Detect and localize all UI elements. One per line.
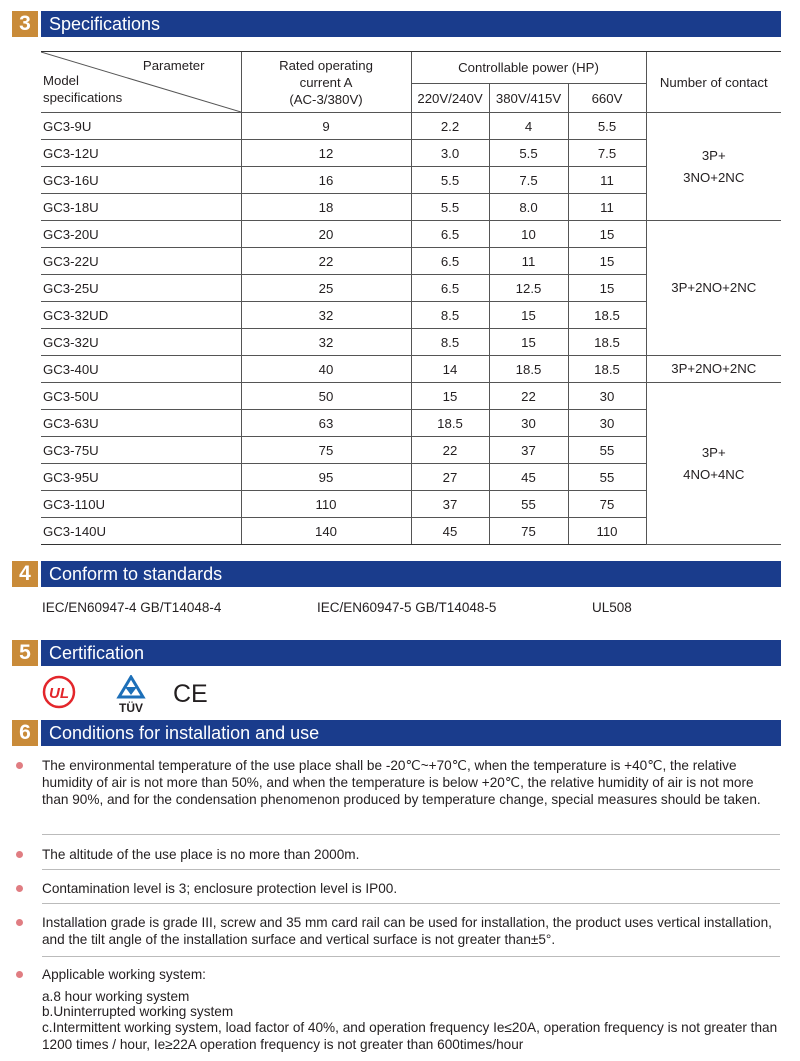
cell-power-220: 45 xyxy=(411,518,489,545)
section-header-specifications xyxy=(12,11,781,37)
header-rated-line2: current A xyxy=(299,74,353,90)
cell-power-380: 22 xyxy=(489,383,568,410)
cell-power-380: 18.5 xyxy=(489,356,568,383)
header-parameter: Parameter xyxy=(142,58,205,73)
condition-installation-grade xyxy=(42,914,780,948)
cell-current: 50 xyxy=(241,383,411,410)
specifications-table xyxy=(41,51,781,545)
bullet-icon xyxy=(16,762,23,769)
divider xyxy=(42,956,780,957)
cell-contact-group: 3P+2NO+2NC xyxy=(646,221,781,356)
cell-current: 25 xyxy=(241,275,411,302)
cell-power-660: 11 xyxy=(568,194,646,221)
cell-power-380: 45 xyxy=(489,464,568,491)
table-row xyxy=(41,383,781,410)
section-number: 6 xyxy=(12,720,38,746)
cell-power-220: 18.5 xyxy=(411,410,489,437)
section-title: Specifications xyxy=(41,11,781,37)
contact-line: 3NO+2NC xyxy=(683,169,745,185)
bullet-icon xyxy=(16,919,23,926)
svg-text:UL: UL xyxy=(49,685,69,702)
cell-model: GC3-50U xyxy=(41,383,241,410)
cell-current: 12 xyxy=(241,140,411,167)
contact-line: 4NO+4NC xyxy=(683,466,745,482)
cell-power-380: 10 xyxy=(489,221,568,248)
header-rated-current xyxy=(241,52,411,113)
cell-power-220: 37 xyxy=(411,491,489,518)
cell-power-380: 15 xyxy=(489,302,568,329)
divider xyxy=(42,834,780,835)
standard-ul508: UL508 xyxy=(592,600,632,615)
header-controllable-power: Controllable power (HP) xyxy=(411,52,646,84)
header-number-of-contact: Number of contact xyxy=(646,52,781,113)
cell-model: GC3-140U xyxy=(41,518,241,545)
working-system-c: c.Intermittent working system, load factor of 40%, and operation frequency Ie≤20A, operation frequency is not greater than 1200 times / hour, Ie≥22A operation frequency is not greater than 600times/hour xyxy=(42,1020,778,1052)
cell-power-220: 6.5 xyxy=(411,275,489,302)
cell-power-220: 2.2 xyxy=(411,113,489,140)
cell-model: GC3-18U xyxy=(41,194,241,221)
working-system-b: b.Uninterrupted working system xyxy=(42,1004,234,1019)
cell-power-220: 22 xyxy=(411,437,489,464)
cell-current: 75 xyxy=(241,437,411,464)
working-system-a: a.8 hour working system xyxy=(42,989,190,1004)
cell-power-220: 27 xyxy=(411,464,489,491)
cell-current: 40 xyxy=(241,356,411,383)
cell-model: GC3-32U xyxy=(41,329,241,356)
bullet-icon xyxy=(16,885,23,892)
cell-power-660: 5.5 xyxy=(568,113,646,140)
contact-line: 3P+ xyxy=(701,147,726,163)
cell-power-220: 6.5 xyxy=(411,221,489,248)
cell-model: GC3-40U xyxy=(41,356,241,383)
cell-power-660: 15 xyxy=(568,275,646,302)
cell-power-380: 30 xyxy=(489,410,568,437)
cell-power-660: 18.5 xyxy=(568,329,646,356)
cell-power-220: 8.5 xyxy=(411,302,489,329)
cell-power-380: 75 xyxy=(489,518,568,545)
cell-power-380: 12.5 xyxy=(489,275,568,302)
section-number: 5 xyxy=(12,640,38,666)
cell-power-660: 18.5 xyxy=(568,302,646,329)
cell-current: 18 xyxy=(241,194,411,221)
cell-power-660: 15 xyxy=(568,248,646,275)
cell-current: 20 xyxy=(241,221,411,248)
header-model-specifications xyxy=(43,72,122,106)
cell-current: 9 xyxy=(241,113,411,140)
condition-text: The altitude of the use place is no more than 2000m. xyxy=(42,847,360,862)
bullet-icon xyxy=(16,851,23,858)
svg-text:CE: CE xyxy=(173,680,208,707)
cell-power-220: 8.5 xyxy=(411,329,489,356)
header-voltage-220: 220V/240V xyxy=(411,84,489,113)
divider xyxy=(42,903,780,904)
cell-power-220: 15 xyxy=(411,383,489,410)
cell-current: 32 xyxy=(241,302,411,329)
cell-power-380: 15 xyxy=(489,329,568,356)
section-title: Conditions for installation and use xyxy=(41,720,781,746)
header-diagonal-cell xyxy=(41,52,241,113)
cell-current: 95 xyxy=(241,464,411,491)
cell-power-220: 3.0 xyxy=(411,140,489,167)
section-header-certification xyxy=(12,640,781,666)
table-row xyxy=(41,113,781,140)
specifications-table-body xyxy=(41,113,781,545)
header-rated-line3: (AC-3/380V) xyxy=(289,91,363,107)
cell-power-660: 110 xyxy=(568,518,646,545)
cell-contact-group xyxy=(646,113,781,221)
condition-text: Installation grade is grade III, screw and 35 mm card rail can be used for installation, the product uses vertical installation, and the tilt angle of the installation surface and vertical surface is not greater than±5°. xyxy=(42,915,772,947)
condition-text: The environmental temperature of the use place shall be -20℃~+70℃, when the temperature is +40℃, the relative humidity of air is not more than 50%, and when the temperature is below +20℃, the relative humidity of air is not more than 90%, and for the condensation phenomenon produced by temperature change, special measures should be taken. xyxy=(42,758,761,807)
cell-current: 63 xyxy=(241,410,411,437)
cell-contact-group xyxy=(646,383,781,545)
cell-power-660: 15 xyxy=(568,221,646,248)
cell-power-660: 75 xyxy=(568,491,646,518)
condition-working-system xyxy=(42,966,780,983)
condition-text: Applicable working system: xyxy=(42,967,206,982)
cell-model: GC3-95U xyxy=(41,464,241,491)
cell-power-380: 55 xyxy=(489,491,568,518)
header-model-line2: specifications xyxy=(43,90,123,105)
bullet-icon xyxy=(16,971,23,978)
cell-power-380: 8.0 xyxy=(489,194,568,221)
cell-power-660: 55 xyxy=(568,437,646,464)
standard-iec-60947-4: IEC/EN60947-4 GB/T14048-4 xyxy=(42,600,222,615)
cell-power-660: 18.5 xyxy=(568,356,646,383)
header-voltage-380: 380V/415V xyxy=(489,84,568,113)
cell-current: 16 xyxy=(241,167,411,194)
cell-power-660: 11 xyxy=(568,167,646,194)
section-title: Certification xyxy=(41,640,781,666)
cell-power-660: 30 xyxy=(568,410,646,437)
header-rated-line1: Rated operating xyxy=(279,57,373,73)
cell-power-220: 14 xyxy=(411,356,489,383)
section-number: 3 xyxy=(12,11,38,37)
cell-model: GC3-16U xyxy=(41,167,241,194)
cell-power-660: 7.5 xyxy=(568,140,646,167)
contact-line: 3P+ xyxy=(701,444,726,460)
header-model-line1: Model xyxy=(43,73,79,88)
cell-power-380: 7.5 xyxy=(489,167,568,194)
cell-model: GC3-32UD xyxy=(41,302,241,329)
cell-model: GC3-75U xyxy=(41,437,241,464)
cell-model: GC3-20U xyxy=(41,221,241,248)
cell-current: 32 xyxy=(241,329,411,356)
section-header-conditions xyxy=(12,720,781,746)
tuv-logo-icon xyxy=(111,675,151,715)
cell-model: GC3-25U xyxy=(41,275,241,302)
condition-altitude xyxy=(42,846,780,863)
cell-power-380: 4 xyxy=(489,113,568,140)
cell-power-660: 30 xyxy=(568,383,646,410)
cell-power-220: 6.5 xyxy=(411,248,489,275)
header-voltage-660: 660V xyxy=(568,84,646,113)
condition-contamination xyxy=(42,880,780,897)
cell-model: GC3-12U xyxy=(41,140,241,167)
cell-power-380: 11 xyxy=(489,248,568,275)
cell-model: GC3-9U xyxy=(41,113,241,140)
section-number: 4 xyxy=(12,561,38,587)
cell-model: GC3-110U xyxy=(41,491,241,518)
cell-power-380: 5.5 xyxy=(489,140,568,167)
table-row xyxy=(41,356,781,383)
cell-current: 140 xyxy=(241,518,411,545)
cell-power-660: 55 xyxy=(568,464,646,491)
cell-current: 22 xyxy=(241,248,411,275)
standard-iec-60947-5: IEC/EN60947-5 GB/T14048-5 xyxy=(317,600,497,615)
cell-power-220: 5.5 xyxy=(411,194,489,221)
ul-logo-icon xyxy=(42,675,76,709)
cell-current: 110 xyxy=(241,491,411,518)
condition-text: Contamination level is 3; enclosure protection level is IP00. xyxy=(42,881,398,896)
condition-temperature xyxy=(42,757,780,808)
cell-contact-group: 3P+2NO+2NC xyxy=(646,356,781,383)
section-title: Conform to standards xyxy=(41,561,781,587)
cell-model: GC3-63U xyxy=(41,410,241,437)
ce-mark-icon xyxy=(173,679,209,707)
table-row xyxy=(41,221,781,248)
divider xyxy=(42,869,780,870)
cell-power-380: 37 xyxy=(489,437,568,464)
cell-model: GC3-22U xyxy=(41,248,241,275)
svg-text:TÜV: TÜV xyxy=(119,701,143,715)
section-header-standards xyxy=(12,561,781,587)
cell-power-220: 5.5 xyxy=(411,167,489,194)
